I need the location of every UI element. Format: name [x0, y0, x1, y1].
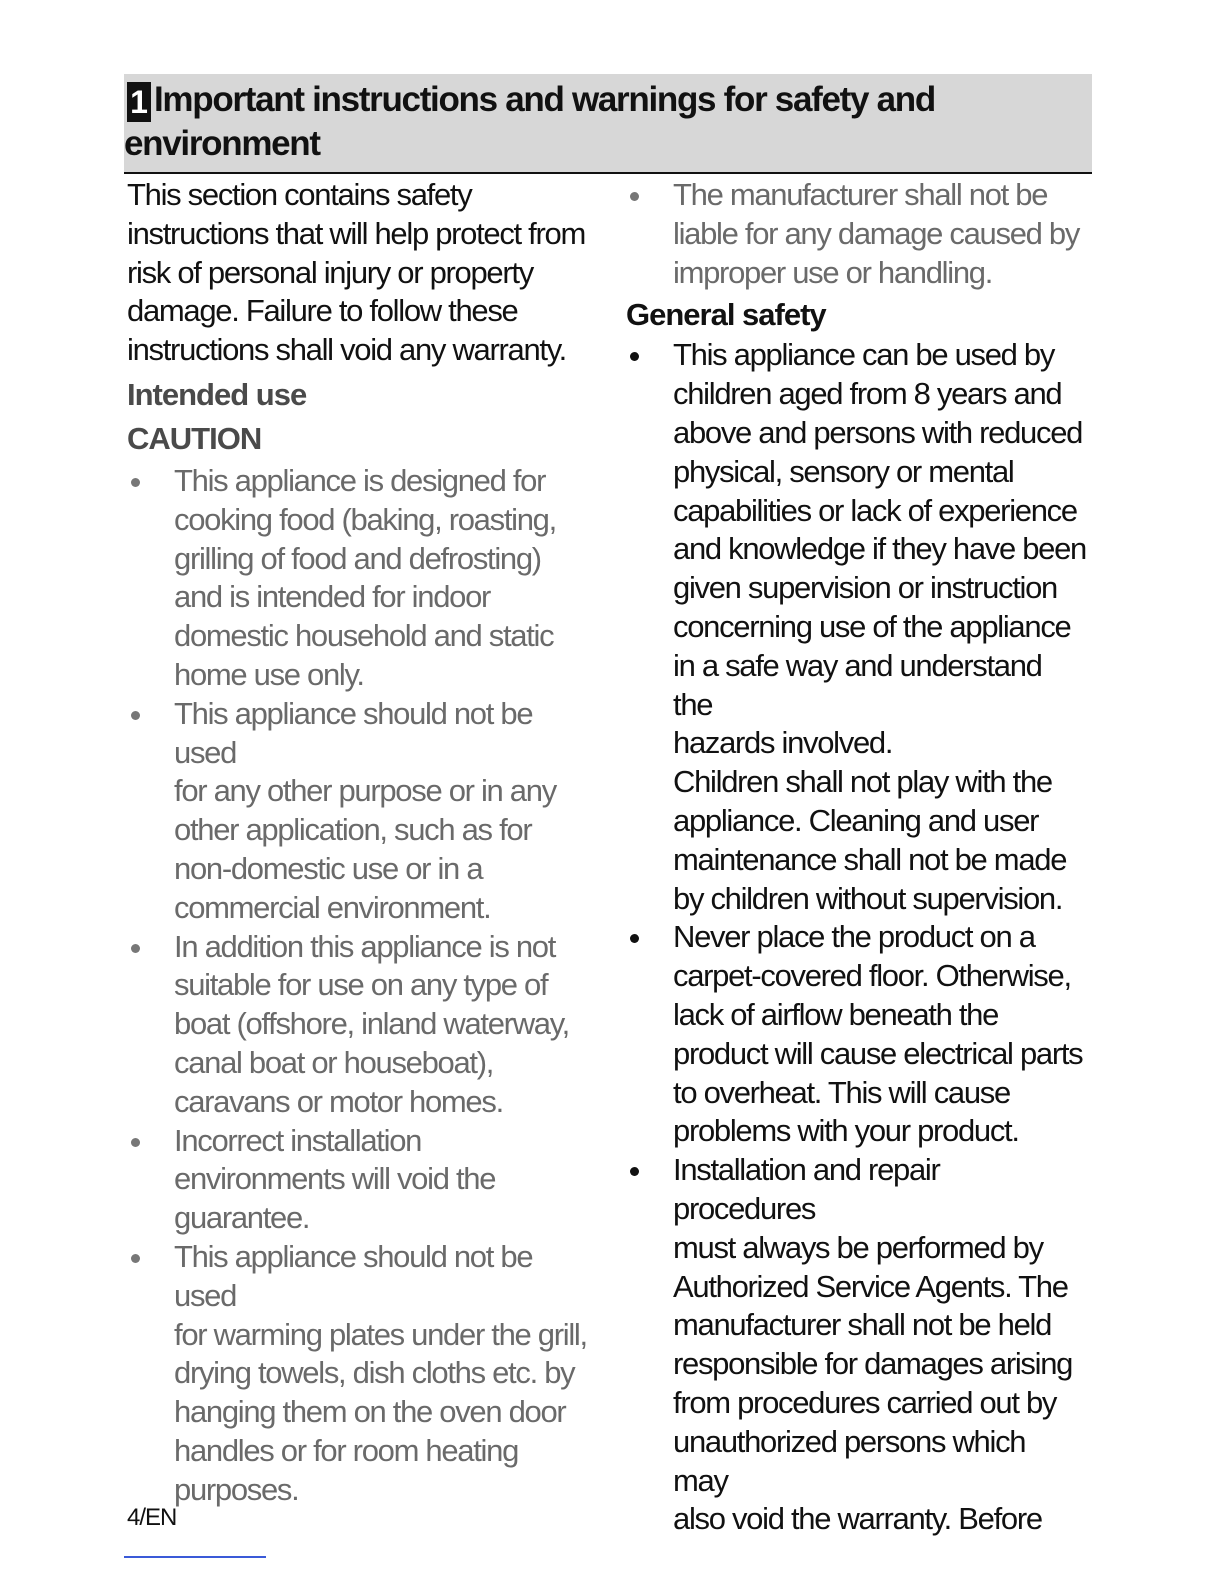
list-item — [127, 1122, 597, 1238]
right-column — [626, 176, 1086, 1539]
bullet-icon — [630, 352, 639, 361]
bullet-icon — [630, 192, 639, 201]
list-item-text: This appliance can be used by children aged from 8 years and above and persons with reduced physical, sensory or mental capabilities or lack of experience and knowledge if they have been given supervision or instruction concerning use of the appliance in a safe way and understand the hazards involved. Children shall not play with the appliance. Cleaning and user maintenance shall not be made by children without supervision. — [673, 337, 1086, 916]
bullet-icon — [131, 944, 140, 953]
left-column — [127, 176, 597, 1510]
list-item — [127, 695, 597, 928]
bullet-icon — [131, 1138, 140, 1147]
list-item-text: Installation and repair procedures must always be performed by Authorized Service Agents. The manufacturer shall not be held responsible for damages arising from procedures carried out by unauthorized persons which may also void the warranty. Before — [673, 1152, 1073, 1537]
general-safety-list — [626, 336, 1086, 1539]
caution-heading: CAUTION — [127, 420, 262, 456]
list-item — [127, 1238, 597, 1510]
intro-paragraph: This section contains safety instructions that will help protect from risk of personal injury or property damage. Failure to follow these instructions shall void any warranty. — [127, 177, 585, 368]
intended-use-list — [127, 462, 597, 1510]
list-item — [626, 336, 1086, 918]
bullet-icon — [630, 934, 639, 943]
list-item-text: Never place the product on a carpet-covered floor. Otherwise, lack of airflow beneath the product will cause electrical parts to overheat. This will cause problems with your product. — [673, 919, 1083, 1149]
bullet-icon — [131, 1254, 140, 1263]
page-number: 4/EN — [127, 1504, 177, 1531]
list-item — [127, 928, 597, 1122]
section-number: 1 — [127, 82, 151, 122]
section-title-line1: Important instructions and warnings for safety and — [154, 80, 935, 119]
list-item — [127, 462, 597, 695]
list-item-text: Incorrect installation environments will void the guarantee. — [174, 1122, 496, 1236]
section-title — [124, 78, 1054, 166]
list-item — [626, 918, 1086, 1151]
list-item-text: This appliance is designed for cooking food (baking, roasting, grilling of food and defrosting) and is intended for indoor domestic household and static home use only. — [174, 462, 556, 692]
section-title-line2: environment — [124, 124, 320, 163]
bullet-icon — [131, 478, 140, 487]
list-item-text: This appliance should not be used for warming plates under the grill, drying towels, dish cloths etc. by hanging them on the oven door handles or for room heating purposes. — [174, 1238, 587, 1507]
footer-divider — [124, 1556, 266, 1558]
section-header — [124, 74, 1092, 174]
bullet-icon — [131, 711, 140, 720]
list-item-text: In addition this appliance is not suitable for use on any type of boat (offshore, inland waterway, canal boat or houseboat), caravans or motor homes. — [174, 928, 569, 1119]
list-item — [626, 1151, 1086, 1539]
list-item-text: The manufacturer shall not be liable for any damage caused by improper use or handling. — [673, 177, 1080, 290]
list-item-text: This appliance should not be used for any other purpose or in any other application, such as for non-domestic use or in a commercial environment. — [174, 695, 556, 925]
general-safety-heading: General safety — [626, 297, 826, 333]
bullet-icon — [630, 1167, 639, 1176]
list-item — [626, 176, 1086, 292]
intended-use-list-continued — [626, 176, 1086, 292]
intended-use-heading: Intended use — [127, 376, 307, 412]
